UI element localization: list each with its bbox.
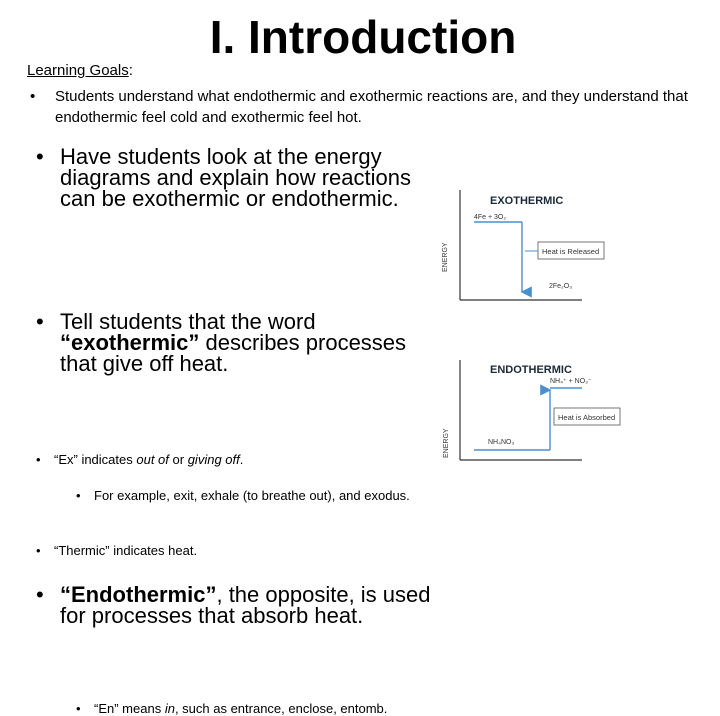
bullet-text-mid: or [168,452,188,467]
learning-goals-label-text: Learning Goals [27,62,129,79]
bullet-icon: • [30,88,36,105]
italic-in: in [164,701,175,716]
endothermic-term: “Endothermic” [60,582,217,607]
bullet-icon: • [76,488,81,503]
bullet-text-post: describes processes that give off heat. [60,330,407,376]
learning-goal-text: Students understand what endothermic and exothermic reactions are, and they understand that endothermic feel cold and exothermic feel hot. [55,88,688,126]
bullet-text-pre: Tell students that the word [60,309,316,334]
endothermic-diagram [432,352,616,464]
axis-label: ENERGY [442,242,449,272]
learning-goals-colon: : [128,62,133,79]
italic-out-of: out of [136,452,169,467]
products-label: NH₄⁺ + NO₃⁻ [550,378,592,385]
learning-goals-label [27,62,133,79]
bullet-text-post: . [239,452,244,467]
sub-bullet-examples [76,488,434,503]
reactants-label: 4Fe + 3O₂ [474,214,507,221]
bullet-icon: • [76,701,81,716]
bullet-text-pre: “En” means [94,701,165,716]
bullet-text-post: , the opposite, is used for processes that absorb heat. [60,582,431,628]
bullet-text-post: , such as entrance, enclose, entomb. [174,701,388,716]
bullet-icon: • [36,309,44,334]
heat-released-label: Heat is Released [542,247,600,256]
bullet-icon: • [36,582,44,607]
bullet-text: For example, exit, exhale (to breathe out), and exodus. [94,488,410,503]
sub-bullet-en-prefix [76,701,434,716]
bullet-exothermic-word [36,311,420,374]
bullet-text: Have students look at the energy diagrams and explain how reactions can be exothermic or endothermic. [60,144,411,211]
products-label: 2Fe₂O₃ [549,283,573,290]
diagram-title: EXOTHERMIC [490,195,564,207]
heat-absorbed-label: Heat is Absorbed [558,413,616,422]
title-text: I. Introduction [209,11,517,63]
exothermic-diagram [432,182,600,308]
diagram-title: ENDOTHERMIC [490,364,572,376]
bullet-diagrams [36,146,420,209]
bullet-text-pre: “Ex” indicates [54,452,137,467]
axis-label: ENERGY [443,428,450,458]
bullet-ex-prefix [36,452,434,467]
italic-giving-off: giving off [187,452,240,467]
exothermic-term: “exothermic” [60,330,200,355]
bullet-endothermic [36,584,440,626]
bullet-thermic [36,543,434,558]
bullet-icon: • [36,452,41,467]
bullet-text: “Thermic” indicates heat. [54,543,198,558]
page-title [0,11,720,63]
reactants-label: NH₄NO₃ [488,439,515,446]
bullet-icon: • [36,543,41,558]
bullet-icon: • [36,144,44,169]
